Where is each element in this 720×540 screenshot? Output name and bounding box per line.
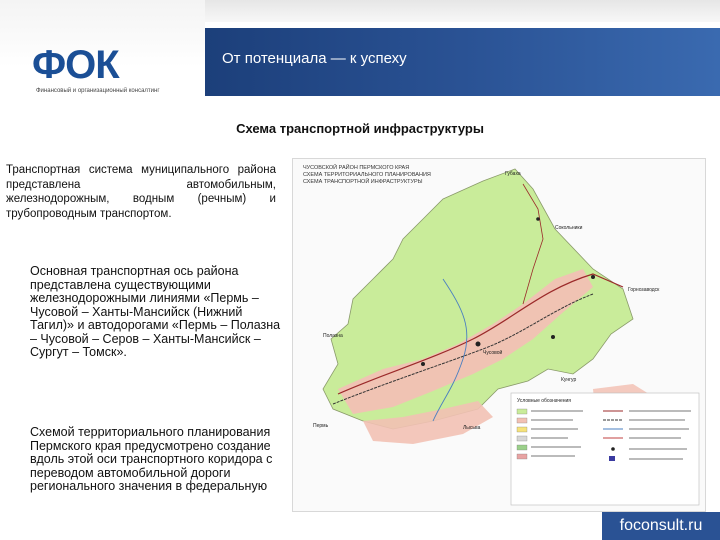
map-label-kungur: Кунгур (561, 377, 577, 383)
map-label-lysva: Лысьва (463, 425, 481, 431)
map-label-gornozavodsk: Горнозаводск (628, 287, 660, 293)
map-title-line-3: СХЕМА ТРАНСПОРТНОЙ ИНФРАСТРУКТУРЫ (303, 179, 423, 185)
intro-paragraph (6, 163, 276, 221)
map-label-sokolniki: Сокольники (555, 225, 583, 231)
settlement-dot (536, 217, 540, 221)
slogan: От потенциала — к успеху (222, 50, 407, 67)
map-title-line-1: ЧУСОВСКОЙ РАЙОН ПЕРМСКОГО КРАЯ (303, 165, 410, 171)
map-legend (511, 393, 699, 505)
logo-subtitle: Финансовый и организационный консалтинг (36, 88, 160, 94)
intro-lead: Транспортная система (6, 164, 133, 176)
map-label-polazna: Полазна (323, 333, 343, 339)
settlement-dot (591, 275, 595, 279)
bullet-paragraph-1: Основная транспортная ось района представлена существующими железнодорожными линиями «Пермь – Чусовой – Ханты-Мансийск (Нижний Тагил)» и автодорогами «Пермь – Полазна – Чусовой – Серов – Ханты-Мансийск – Сургут – Томск». (30, 264, 281, 359)
logo-text: ФОК (32, 43, 119, 87)
settlement-dot (476, 342, 481, 347)
map-label-chusovoy: Чусовой (483, 350, 503, 356)
transport-map (292, 158, 706, 512)
map-drawing (293, 159, 705, 511)
legend-title: Условные обозначения (517, 398, 572, 404)
map-title-line-2: СХЕМА ТЕРРИТОРИАЛЬНОГО ПЛАНИРОВАНИЯ (303, 172, 431, 178)
bullet-paragraph-2: Схемой территориального планирования Пермского края предусмотрено создание вдоль этой оси транспортного коридора с переводом автомобильной дороги регионального значения в федеральную (30, 425, 273, 493)
intro-text: муниципального района представлена автомобильным, железнодорожным, водным (речным) и трубопроводным транспортом. (6, 164, 276, 220)
map-label-perm: Пермь (313, 423, 329, 429)
map-label-gubakha: Губаха (505, 171, 521, 177)
footer-url: foconsult.ru (602, 512, 720, 540)
settlement-dot (421, 362, 425, 366)
company-logo (32, 42, 212, 102)
page-title: Схема транспортной инфраструктуры (236, 121, 484, 136)
settlement-dot (551, 335, 555, 339)
